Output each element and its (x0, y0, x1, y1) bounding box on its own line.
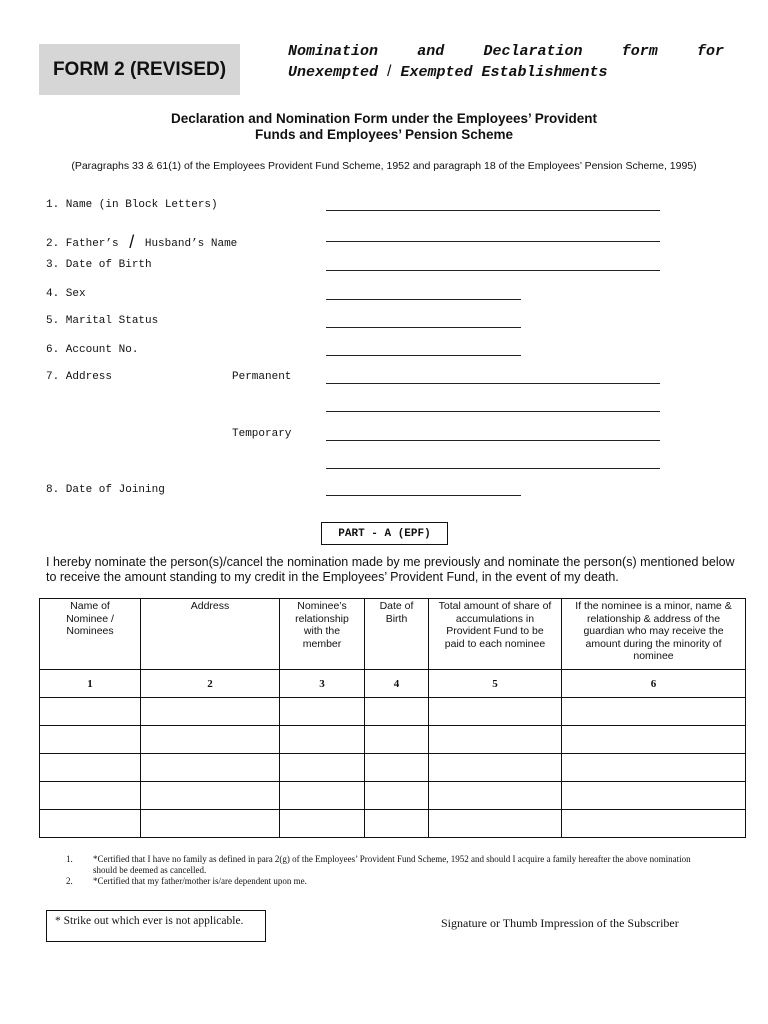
column-number: 2 (141, 670, 280, 698)
table-row (40, 754, 746, 782)
table-cell[interactable] (141, 726, 280, 754)
note-text: *Certified that I have no family as defined in para 2(g) of the Employees’ Provident Fund Scheme, 1952 and should I acquire a family hereafter the above nomination should be deemed as cancelled. (93, 854, 691, 875)
table-row (40, 698, 746, 726)
table-row (40, 726, 746, 754)
table-cell[interactable] (562, 782, 746, 810)
column-header-name: Name of Nominee / Nominees (40, 599, 141, 670)
header-word: for (696, 43, 724, 60)
table-cell[interactable] (365, 698, 429, 726)
field-label-sex: 4. Sex (46, 288, 86, 300)
table-cell[interactable] (429, 782, 562, 810)
field-line-dob[interactable] (326, 259, 660, 271)
header-exempted: Exempted Establishments (400, 64, 608, 81)
table-cell[interactable] (365, 726, 429, 754)
form-title-line1: Declaration and Nomination Form under the Employees’ Provident (170, 111, 598, 126)
column-header-guardian: If the nominee is a minor, name & relationship & address of the guardian who may receive the amount during the minority of nominee (562, 599, 746, 670)
field-label-address: 7. Address (46, 371, 113, 383)
table-cell[interactable] (429, 754, 562, 782)
table-header-row (40, 599, 746, 670)
table-cell[interactable] (429, 810, 562, 838)
form-header-title (288, 42, 724, 83)
paragraph-reference: (Paragraphs 33 & 61(1) of the Employees Provident Fund Scheme, 1952 and paragraph 18 of the Employees’ Pension Scheme, 1995) (71, 160, 697, 172)
field-label-dob: 3. Date of Birth (46, 259, 152, 271)
field-label-temporary: Temporary (232, 428, 292, 440)
field-line-temporary-1[interactable] (326, 429, 660, 441)
table-cell[interactable] (280, 754, 365, 782)
table-cell[interactable] (280, 726, 365, 754)
table-cell[interactable] (40, 782, 141, 810)
table-cell[interactable] (365, 754, 429, 782)
table-cell[interactable] (562, 698, 746, 726)
table-cell[interactable] (141, 810, 280, 838)
header-word: form (621, 43, 658, 60)
table-cell[interactable] (280, 698, 365, 726)
field-line-temporary-2[interactable] (326, 457, 660, 469)
field-label-slash: / (129, 232, 135, 252)
header-unexempted: Unexempted (288, 64, 379, 81)
table-cell[interactable] (40, 754, 141, 782)
field-label-marital: 5. Marital Status (46, 315, 159, 327)
table-cell[interactable] (40, 698, 141, 726)
column-header-dob: Date of Birth (365, 599, 429, 670)
table-cell[interactable] (141, 698, 280, 726)
field-label-father-husband (46, 230, 237, 251)
field-label-name: 1. Name (in Block Letters) (46, 199, 218, 211)
field-label-joining: 8. Date of Joining (46, 484, 165, 496)
field-line-sex[interactable] (326, 288, 521, 300)
part-a-label: PART - A (EPF) (321, 522, 448, 545)
field-line-permanent-1[interactable] (326, 372, 660, 384)
column-header-relationship: Nominee’s relationship with the member (280, 599, 365, 670)
table-cell[interactable] (365, 782, 429, 810)
field-line-account[interactable] (326, 344, 521, 356)
column-number: 6 (562, 670, 746, 698)
column-number: 3 (280, 670, 365, 698)
table-cell[interactable] (141, 754, 280, 782)
strike-out-note: * Strike out which ever is not applicable. (46, 910, 266, 942)
field-label-father: 2. Father’s (46, 238, 119, 250)
note-number: 2. (66, 876, 73, 886)
field-line-marital[interactable] (326, 316, 521, 328)
header-word: and (417, 43, 445, 60)
note-text: *Certified that my father/mother is/are dependent upon me. (93, 876, 307, 886)
note-item (66, 854, 716, 876)
table-cell[interactable] (280, 810, 365, 838)
table-cell[interactable] (141, 782, 280, 810)
signature-label: Signature or Thumb Impression of the Subscriber (441, 916, 679, 930)
table-number-row (40, 670, 746, 698)
note-number: 1. (66, 854, 73, 864)
form-title (0, 111, 768, 143)
field-label-husband: Husband’s Name (144, 238, 238, 250)
field-line-joining[interactable] (326, 484, 521, 496)
table-row (40, 782, 746, 810)
form-title-line2: Funds and Employees’ Pension Scheme (254, 127, 514, 142)
column-number: 1 (40, 670, 141, 698)
field-line-name[interactable] (326, 199, 660, 211)
form-label: FORM 2 (REVISED) (39, 44, 240, 95)
column-number: 5 (429, 670, 562, 698)
table-cell[interactable] (429, 698, 562, 726)
column-header-share: Total amount of share of accumulations in Provident Fund to be paid to each nominee (429, 599, 562, 670)
table-cell[interactable] (40, 726, 141, 754)
column-header-address: Address (141, 599, 280, 670)
table-cell[interactable] (429, 726, 562, 754)
table-cell[interactable] (562, 810, 746, 838)
nomination-statement: I hereby nominate the person(s)/cancel the nomination made by me previously and nominate the person(s) mentioned below to receive the amount standing to my credit in the Employees’ Provident Fund, in the event of my death. (46, 555, 735, 584)
field-line-permanent-2[interactable] (326, 400, 660, 412)
table-cell[interactable] (562, 726, 746, 754)
header-slash: / (387, 63, 392, 80)
column-number: 4 (365, 670, 429, 698)
field-label-permanent: Permanent (232, 371, 292, 383)
table-cell[interactable] (40, 810, 141, 838)
field-label-account: 6. Account No. (46, 344, 139, 356)
table-row (40, 810, 746, 838)
table-cell[interactable] (365, 810, 429, 838)
nominee-table (39, 598, 746, 838)
table-cell[interactable] (562, 754, 746, 782)
table-cell[interactable] (280, 782, 365, 810)
note-item (66, 876, 716, 887)
field-line-father-husband[interactable] (326, 230, 660, 242)
header-word: Nomination (288, 43, 379, 60)
header-word: Declaration (483, 43, 583, 60)
certification-notes (66, 854, 716, 887)
